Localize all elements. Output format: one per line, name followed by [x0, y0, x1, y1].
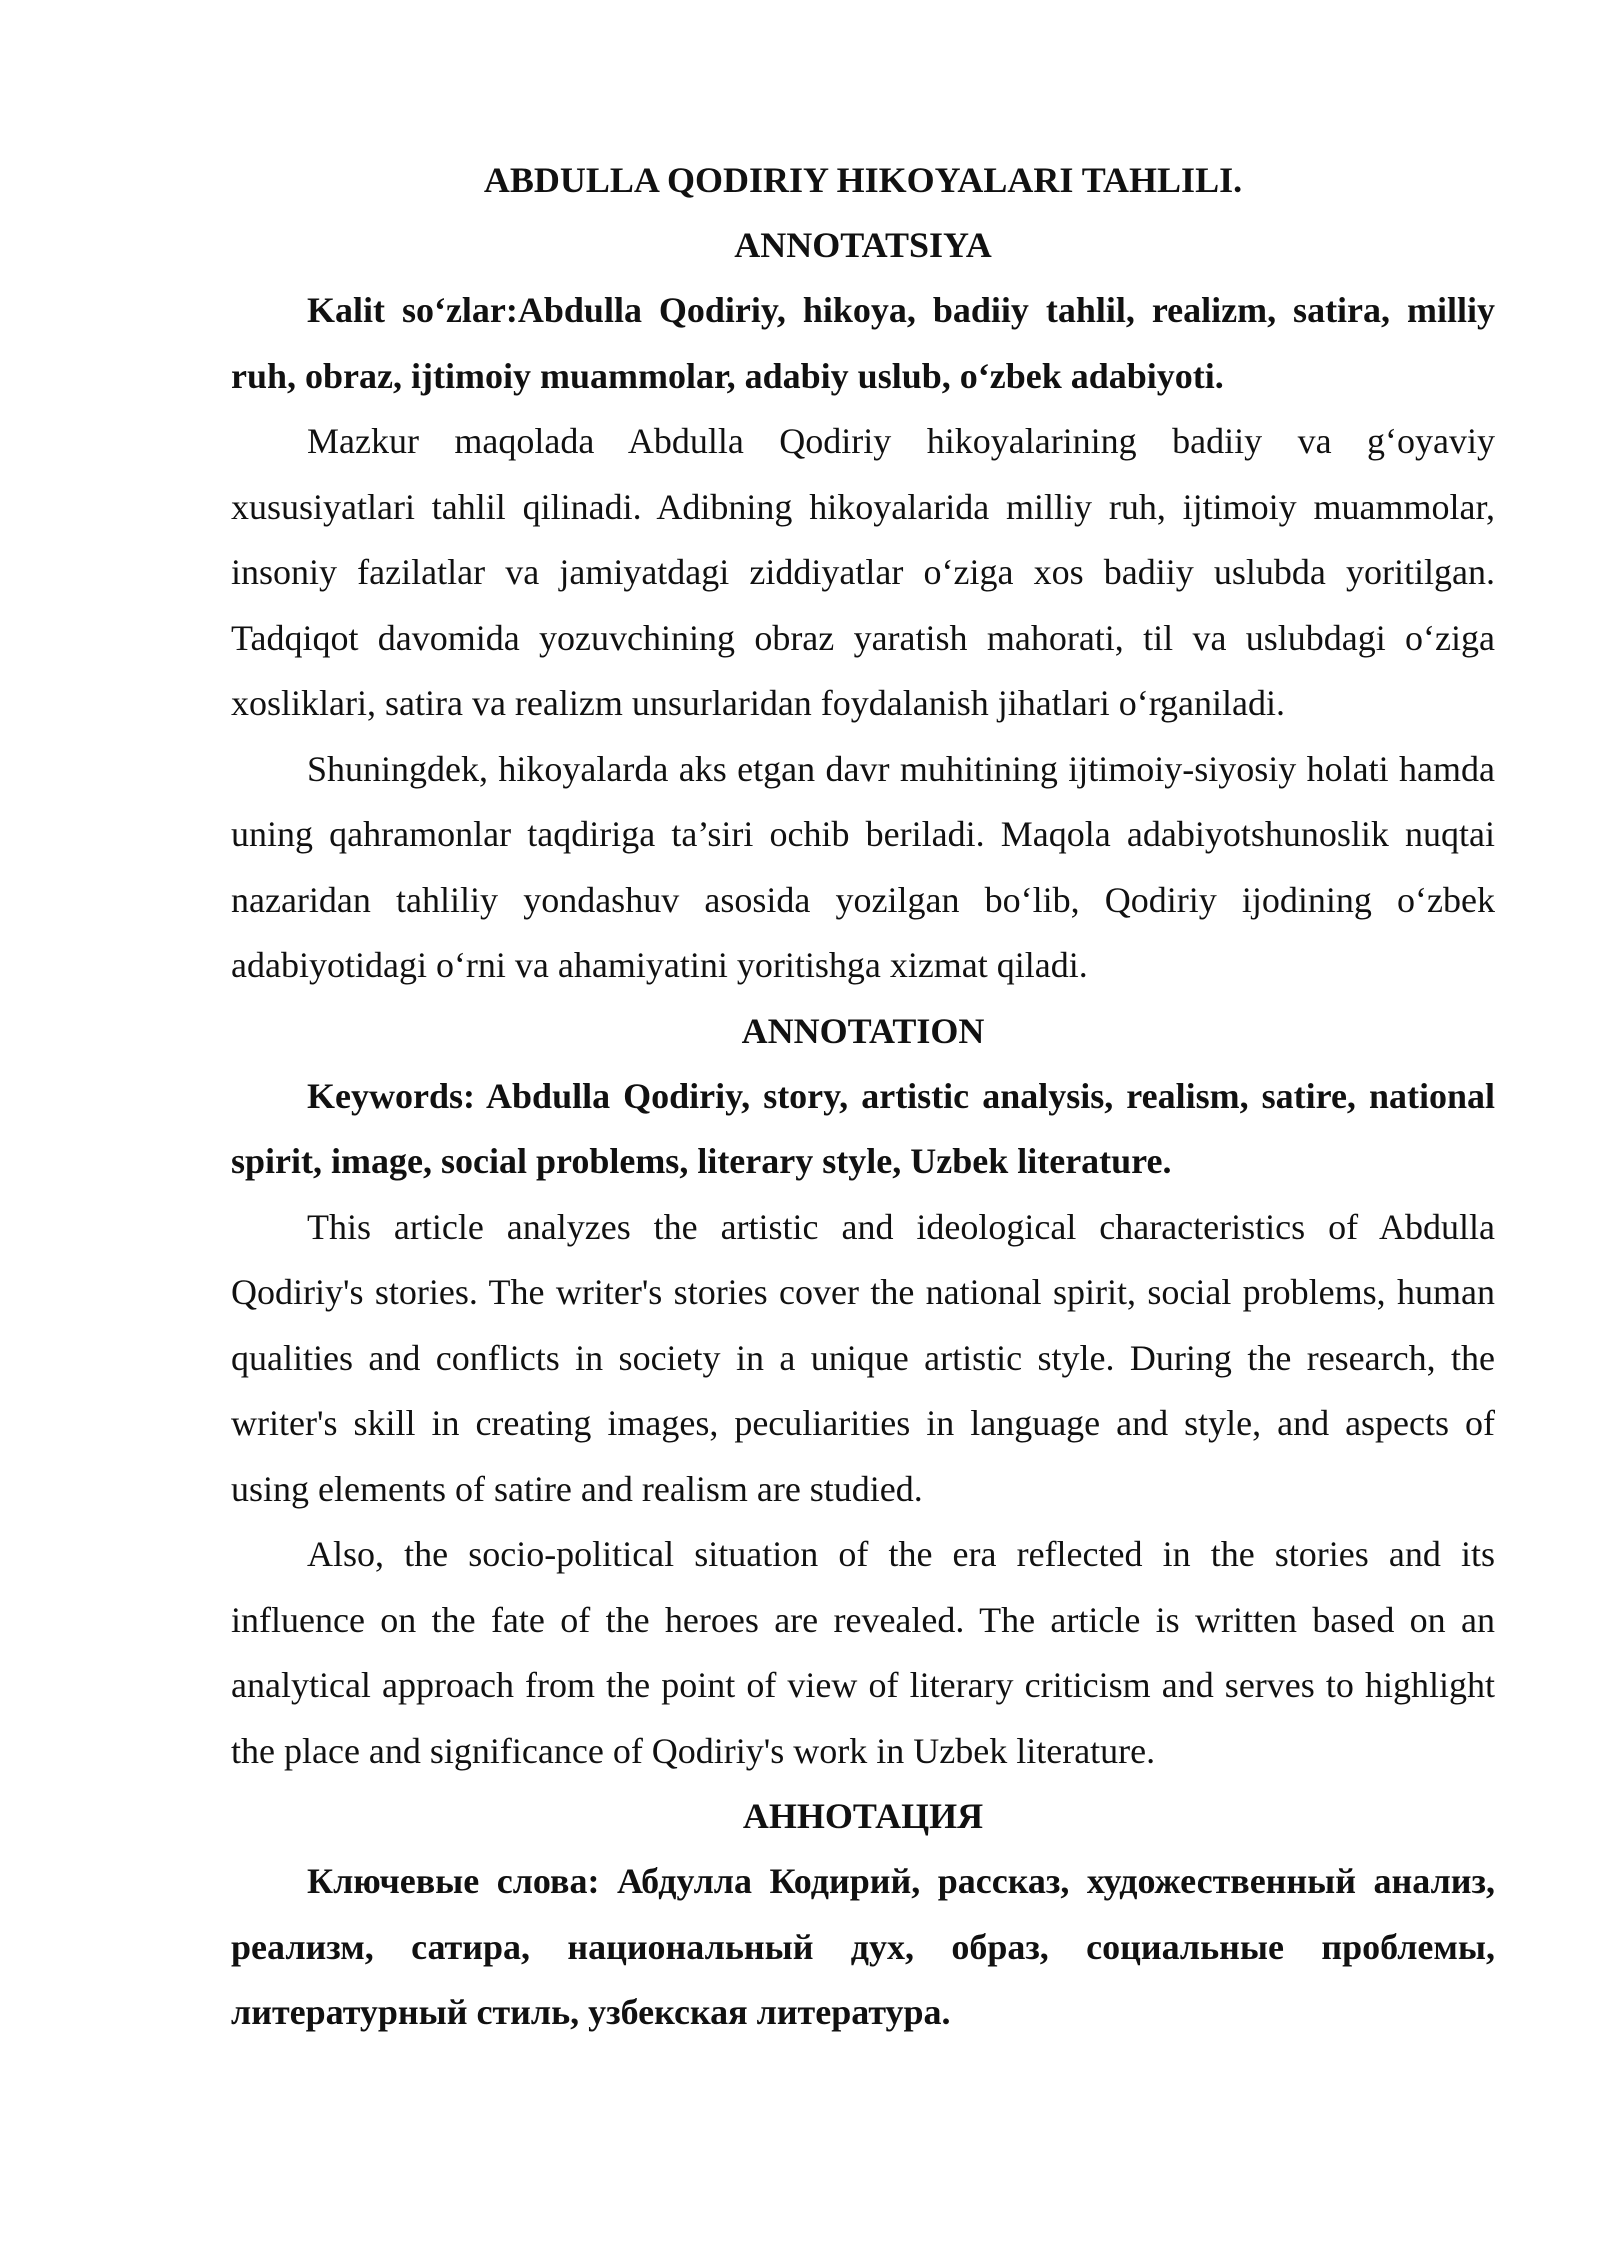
keywords-text-en: Abdulla Qodiriy, story, artistic analysis, realism, satire, national spirit, image, social problems, literary style, Uzbek literature.	[231, 1075, 1495, 1181]
keywords-label-uz: Kalit so‘zlar:	[307, 290, 518, 330]
keywords-uz	[231, 278, 1495, 409]
document-title: ABDULLA QODIRIY HIKOYALARI TAHLILI.	[483, 160, 1243, 200]
keywords-ru	[231, 1849, 1495, 2046]
keywords-label-ru: Ключевые слова:	[307, 1861, 617, 1901]
annotation-heading-ru: АННОТАЦИЯ	[742, 1796, 984, 1836]
keywords-text-uz: Abdulla Qodiriy, hikoya, badiiy tahlil, realizm, satira, milliy ruh, obraz, ijtimoiy muammolar, adabiy uslub, o‘zbek adabiyoti.	[231, 290, 1495, 396]
document-page	[231, 148, 1495, 2046]
annotation-paragraph-en-1: This article analyzes the artistic and ideological characteristics of Abdulla Qodiriy's stories. The writer's stories cover the national spirit, social problems, human qualities and conflicts in society in a unique artistic style. During the research, the writer's skill in creating images, peculiarities in language and style, and aspects of using elements of satire and realism are studied.	[231, 1206, 1495, 1509]
annotation-paragraph-uz-1: Mazkur maqolada Abdulla Qodiriy hikoyalarining badiiy va g‘oyaviy xususiyatlari tahlil qilinadi. Adibning hikoyalarida milliy ruh, ijtimoiy muammolar, insoniy fazilatlar va jamiyatdagi ziddiyatlar o‘ziga xos badiiy uslubda yoritilgan. Tadqiqot davomida yozuvchining obraz yaratish mahorati, til va uslubdagi o‘ziga xosliklari, satira va realizm unsurlaridan foydalanish jihatlari o‘rganiladi.	[231, 421, 1495, 723]
annotation-paragraph-en-2: Also, the socio-political situation of the era reflected in the stories and its influence on the fate of the heroes are revealed. The article is written based on an analytical approach from the point of view of literary criticism and serves to highlight the place and significance of Qodiriy's work in Uzbek literature.	[231, 1534, 1495, 1771]
annotation-heading-en: ANNOTATION	[741, 1010, 985, 1051]
keywords-en	[231, 1064, 1495, 1195]
annotation-heading-uz: ANNOTATSIYA	[734, 225, 992, 265]
keywords-text-ru: Абдулла Кодирий, рассказ, художественный анализ, реализм, сатира, национальный дух, образ, социальные проблемы, литературный стиль, узбекская литература.	[231, 1861, 1495, 2032]
annotation-paragraph-uz-2: Shuningdek, hikoyalarda aks etgan davr muhitining ijtimoiy-siyosiy holati hamda uning qahramonlar taqdiriga ta’siri ochib beriladi. Maqola adabiyotshunoslik nuqtai nazaridan tahliliy yondashuv asosida yozilgan bo‘lib, Qodiriy ijodining o‘zbek adabiyotidagi o‘rni va ahamiyatini yoritishga xizmat qiladi.	[231, 748, 1495, 985]
keywords-label-en: Keywords:	[307, 1075, 487, 1116]
